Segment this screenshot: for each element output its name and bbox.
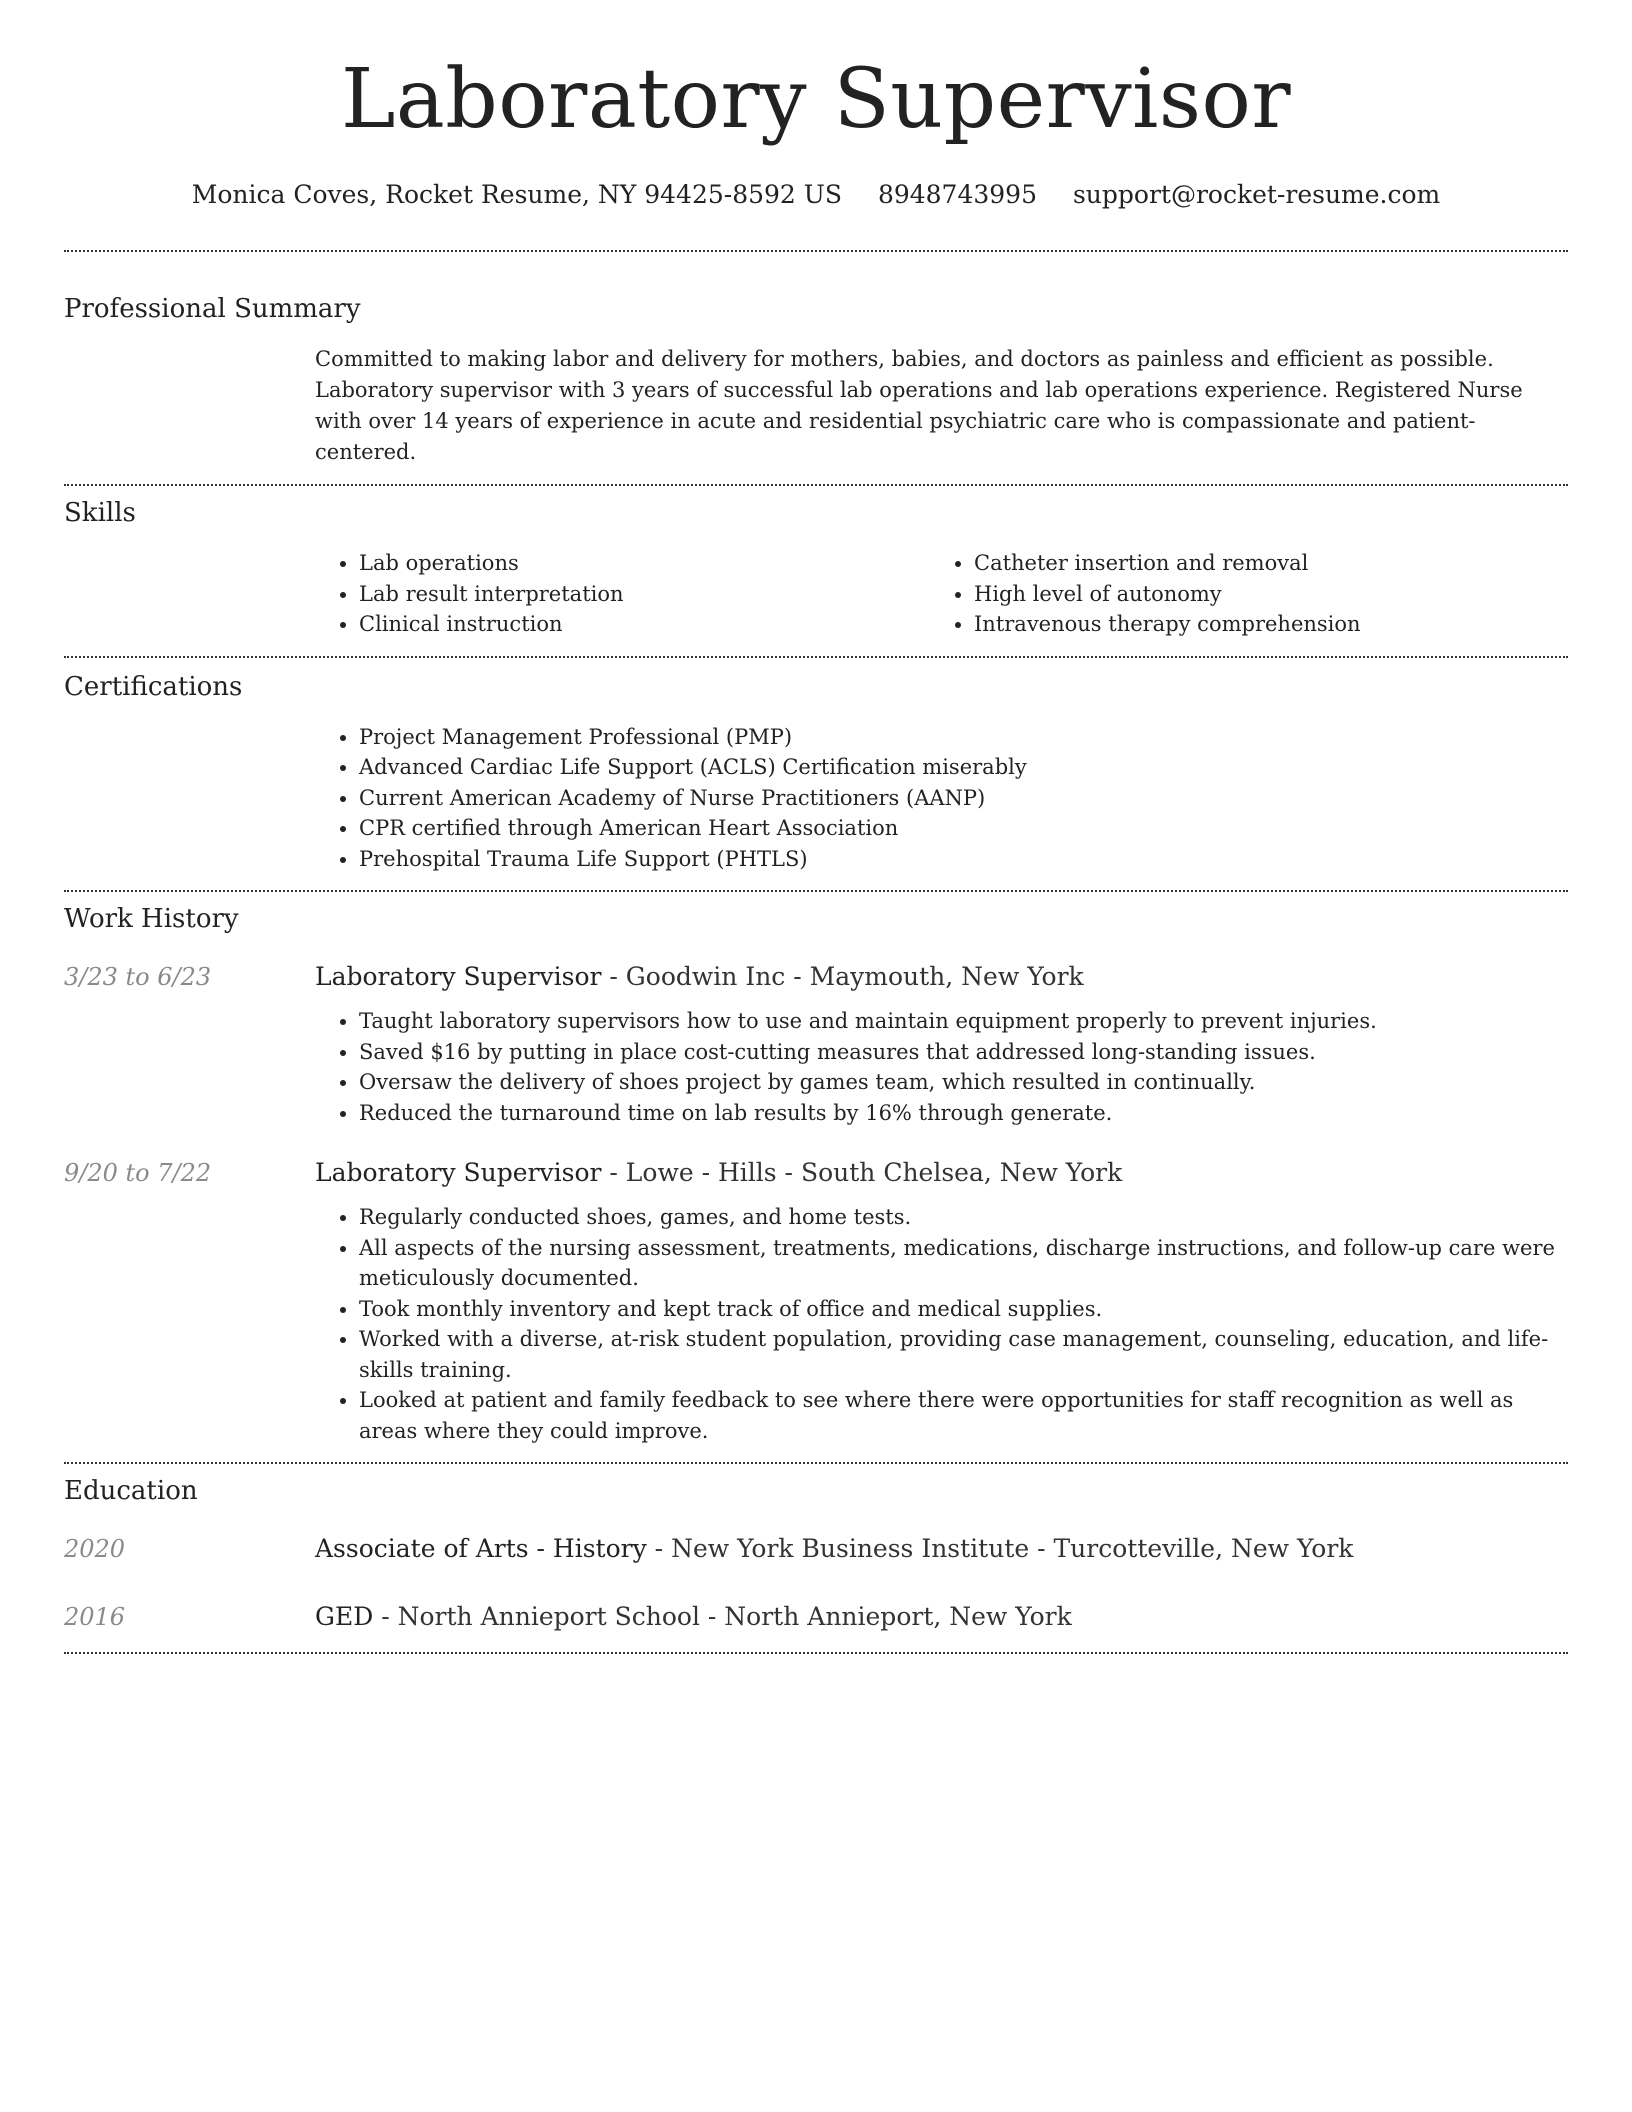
divider <box>64 656 1568 658</box>
summary-text: Committed to making labor and delivery for mothers, babies, and doctors as painless and efficient as possible. Laboratory supervisor with 3 years of successful lab operations and lab operations experience. Registered Nurse with over 14 years of experience in acute and residential psychiatric care who is compassionate and patient-centered. <box>315 347 1523 464</box>
education-entry <box>64 1532 1568 1566</box>
education-degree: GED <box>315 1602 374 1631</box>
skills-list-left <box>315 548 930 640</box>
list-item: • Intravenous therapy comprehension <box>974 609 1545 640</box>
list-item: • Took monthly inventory and kept track of office and medical supplies. <box>359 1294 1568 1325</box>
job-dates: 3/23 to 6/23 <box>64 963 212 991</box>
job-role: Laboratory Supervisor <box>315 1158 602 1187</box>
list-item: • Clinical instruction <box>359 609 930 640</box>
job-bullets <box>315 1202 1568 1446</box>
list-item: • Catheter insertion and removal <box>974 548 1545 579</box>
education-title <box>315 1532 1568 1566</box>
divider <box>64 250 1568 252</box>
resume-page <box>64 0 1568 1654</box>
section-title-education: Education <box>64 1476 198 1506</box>
section-title-summary: Professional Summary <box>64 294 361 324</box>
list-item: • Prehospital Trauma Life Support (PHTLS) <box>359 844 1568 875</box>
education-school: - New York Business Institute - Turcotteville, New York <box>646 1534 1354 1563</box>
section-title-certifications: Certifications <box>64 671 243 702</box>
divider <box>64 484 1568 486</box>
job-title <box>315 1156 1568 1190</box>
resume-title: Laboratory Supervisor <box>340 52 1292 147</box>
education-school: - North Annieport School - North Annieport, New York <box>373 1602 1072 1631</box>
job-role: Laboratory Supervisor <box>315 962 602 991</box>
divider <box>64 1652 1568 1654</box>
skills-list-right <box>930 548 1545 640</box>
contact-address: Monica Coves, Rocket Resume, NY 94425-8592 US <box>191 180 842 209</box>
list-item: • Reduced the turnaround time on lab results by 16% through generate. <box>359 1098 1568 1129</box>
list-item: • Worked with a diverse, at-risk student population, providing case management, counseling, education, and life-skills training. <box>359 1324 1568 1385</box>
section-title-work: Work History <box>64 904 239 934</box>
job-dates: 9/20 to 7/22 <box>64 1159 212 1187</box>
list-item: • All aspects of the nursing assessment, treatments, medications, discharge instructions, and follow-up care were meticulously documented. <box>359 1233 1568 1294</box>
divider <box>64 890 1568 892</box>
contact-line <box>64 178 1568 212</box>
job-entry <box>64 1156 1568 1446</box>
contact-phone: 8948743995 <box>877 180 1037 209</box>
job-employer: - Goodwin Inc - Maymouth, New York <box>601 962 1084 991</box>
job-entry <box>64 960 1568 1128</box>
job-title <box>315 960 1568 994</box>
list-item: • Regularly conducted shoes, games, and home tests. <box>359 1202 1568 1233</box>
list-item: • Lab operations <box>359 548 930 579</box>
education-year: 2016 <box>64 1603 126 1631</box>
list-item: • Advanced Cardiac Life Support (ACLS) Certification miserably <box>359 752 1568 783</box>
education-year: 2020 <box>64 1535 126 1563</box>
list-item: • Project Management Professional (PMP) <box>359 722 1568 753</box>
list-item: • Saved $16 by putting in place cost-cutting measures that addressed long-standing issues. <box>359 1037 1568 1068</box>
divider <box>64 1462 1568 1464</box>
list-item: • Lab result interpretation <box>359 579 930 610</box>
list-item: • Looked at patient and family feedback to see where there were opportunities for staff recognition as well as areas where they could improve. <box>359 1385 1568 1446</box>
list-item: • Taught laboratory supervisors how to use and maintain equipment properly to prevent injuries. <box>359 1006 1568 1037</box>
list-item: • CPR certified through American Heart Association <box>359 813 1568 844</box>
education-entry <box>64 1600 1568 1634</box>
list-item: • Current American Academy of Nurse Practitioners (AANP) <box>359 783 1568 814</box>
certifications-list <box>315 722 1568 875</box>
list-item: • High level of autonomy <box>974 579 1545 610</box>
education-degree: Associate of Arts - History <box>315 1534 647 1563</box>
job-bullets <box>315 1006 1568 1128</box>
section-title-skills: Skills <box>64 498 136 528</box>
job-employer: - Lowe - Hills - South Chelsea, New York <box>601 1158 1123 1187</box>
list-item: • Oversaw the delivery of shoes project by games team, which resulted in continually. <box>359 1067 1568 1098</box>
contact-email: support@rocket-resume.com <box>1072 180 1441 209</box>
education-title <box>315 1600 1568 1634</box>
